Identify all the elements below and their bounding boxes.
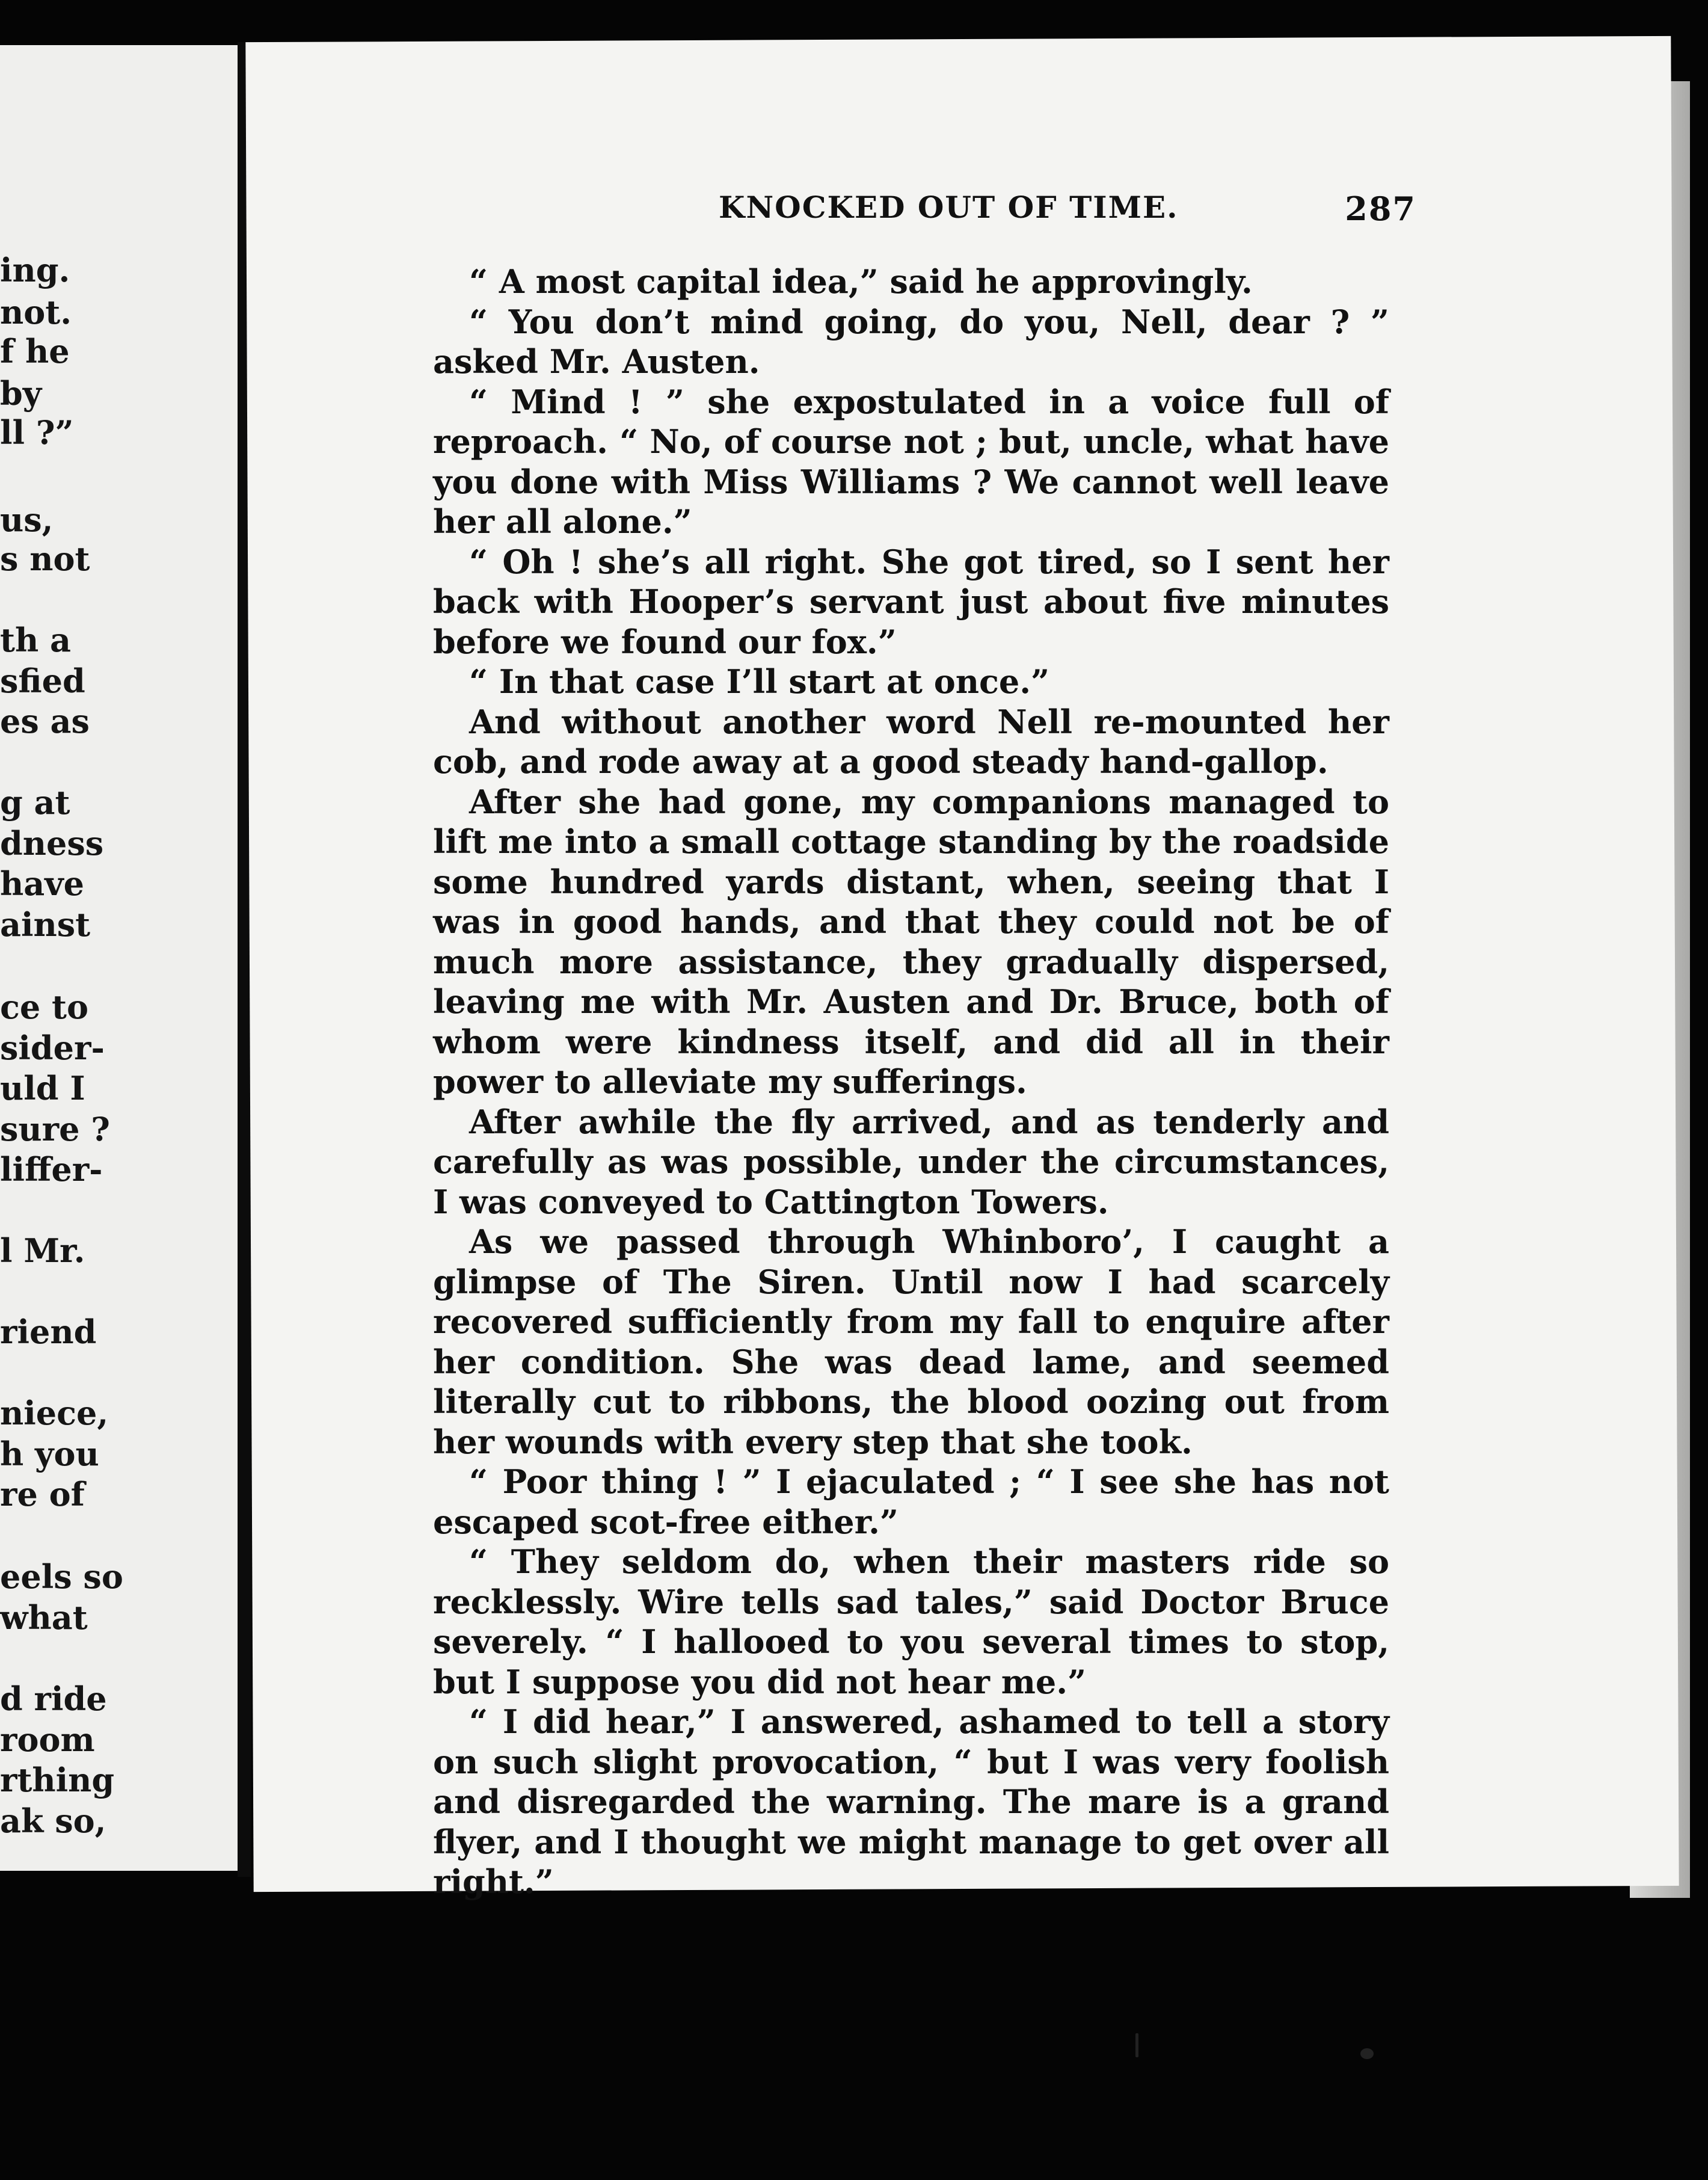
facing-page-text-fragment: ainst (0, 905, 91, 944)
facing-page-text-fragment: eels so (0, 1557, 123, 1596)
page-number: 287 (1345, 189, 1416, 228)
facing-page-text-fragment: sfied (0, 662, 85, 700)
paragraph: “ A most capital idea,” said he approvingly. (469, 262, 1253, 301)
facing-page-text-fragment: s not (0, 540, 90, 578)
ink-speck (1360, 2048, 1374, 2059)
paragraph: And without another word Nell re-mounted her cob, and rode away at a good steady hand-gallop. (433, 702, 1389, 781)
facing-page-text-fragment: what (0, 1598, 88, 1637)
facing-page-text-fragment: sure ? (0, 1110, 110, 1148)
ink-speck (1135, 2033, 1138, 2057)
facing-page-fragment (0, 45, 244, 1871)
paragraph: “ They seldom do, when their masters ride so recklessly. Wire tells sad tales,” said Doctor Bruce severely. “ I hallooed to you several times to stop, but I suppose you did not hear me.” (433, 1542, 1389, 1701)
facing-page-text-fragment: not. (0, 293, 72, 331)
facing-page-text-fragment: ak so, (0, 1802, 106, 1840)
paragraph: “ Mind ! ” she expostulated in a voice full of reproach. “ No, of course not ; but, uncle, what have you done with Miss Williams ? We cannot well leave her all alone.” (433, 382, 1389, 541)
facing-page-text-fragment: ing. (0, 251, 70, 289)
paragraph: “ Oh ! she’s all right. She got tired, so I sent her back with Hooper’s servant just about five minutes before we found our fox.” (433, 542, 1389, 661)
facing-page-text-fragment: dness (0, 824, 104, 863)
paragraph: “ I did hear,” I answered, ashamed to tell a story on such slight provocation, “ but I was very foolish and disregarded the warning. The mare is a grand flyer, and I thought we might manage to get over all right.” (433, 1702, 1389, 1901)
facing-page-text-fragment: liffer- (0, 1150, 103, 1189)
paragraph: “ You don’t mind going, do you, Nell, dear ? ” asked Mr. Austen. (433, 302, 1389, 381)
running-title: KNOCKED OUT OF TIME. (719, 189, 1179, 225)
facing-page-text-fragment: re of (0, 1475, 85, 1513)
facing-page-text-fragment: d ride (0, 1680, 107, 1718)
paragraph: After awhile the fly arrived, and as tenderly and carefully as was possible, under the circumstances, I was conveyed to Cattington Towers. (433, 1102, 1389, 1221)
facing-page-text-fragment: room (0, 1720, 95, 1759)
facing-page-text-fragment: l Mr. (0, 1231, 85, 1270)
facing-page-text-fragment: g at (0, 783, 70, 822)
facing-page-text-fragment: ce to (0, 988, 88, 1026)
facing-page-text-fragment: us, (0, 500, 54, 539)
facing-page-text-fragment: have (0, 864, 84, 903)
facing-page-text-fragment: sider- (0, 1029, 105, 1067)
facing-page-text-fragment: rthing (0, 1761, 115, 1799)
facing-page-text-fragment: riend (0, 1313, 97, 1351)
facing-page-text-fragment: th a (0, 621, 71, 659)
facing-page-text-fragment: by (0, 374, 42, 413)
paragraph: “ Poor thing ! ” I ejaculated ; “ I see she has not escaped scot-free either.” (433, 1462, 1389, 1541)
facing-page-text-fragment: ll ?” (0, 413, 74, 452)
facing-page-text-fragment: h you (0, 1435, 99, 1473)
facing-page-text-fragment: uld I (0, 1069, 85, 1107)
paragraph: As we passed through Whinboro’, I caught a glimpse of The Siren. Until now I had scarcely recovered sufficiently from my fall to enquire after her condition. She was dead lame, and seemed literally cut to ribbons, the blood oozing out from her wounds with every step that she took. (433, 1222, 1389, 1461)
paragraph: After she had gone, my companions managed to lift me into a small cottage standing by the roadside some hundred yards distant, when, seeing that I was in good hands, and that they could not be of much more assistance, they gradually dispersed, leaving me with Mr. Austen and Dr. Bruce, both of whom were kindness itself, and did all in their power to alleviate my sufferings. (433, 782, 1389, 1101)
body-text (433, 262, 1389, 1902)
facing-page-text-fragment: niece, (0, 1394, 109, 1432)
paragraph: “ In that case I’ll start at once.” (469, 662, 1050, 701)
facing-page-text-fragment: es as (0, 702, 90, 741)
facing-page-text-fragment: f he (0, 332, 70, 371)
